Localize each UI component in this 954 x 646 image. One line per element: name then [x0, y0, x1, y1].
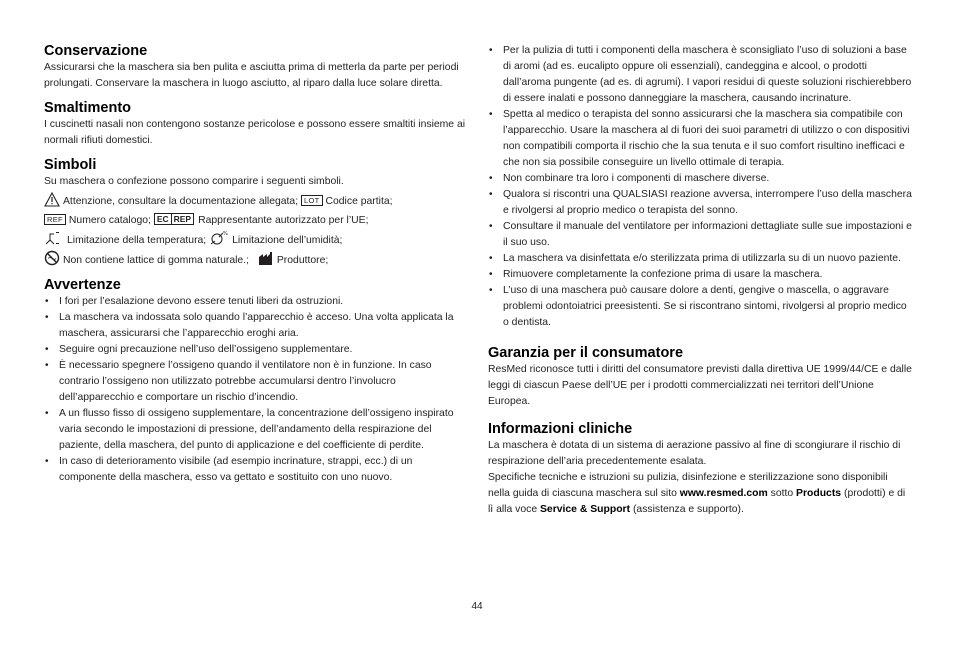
temperature-limit-icon: [44, 231, 64, 246]
ec-rep-icon: [154, 213, 194, 225]
list-item: • I fori per l’esalazione devono essere tenuti liberi da ostruzioni.: [44, 294, 466, 310]
text-span: sotto: [767, 488, 797, 499]
list-item: • In caso di deterioramento visibile (ad esempio incrinature, strappi, ecc.) di un componente della maschera, esso va gettato e sostituito con uno nuovo.: [44, 454, 466, 486]
text-informazioni-1: La maschera è dotata di un sistema di aerazione passivo al fine di scongiurare il rischio di respirazione dell’aria precedentemente esalata.: [488, 440, 901, 467]
products-label: Products: [796, 488, 842, 499]
symbol-temperature-label: Limitazione della temperatura;: [67, 235, 207, 246]
symbol-latex-label: Non contiene lattice di gomma naturale.;: [63, 255, 249, 266]
no-latex-icon: [44, 250, 60, 266]
symbol-lot-label: Codice partita;: [325, 196, 393, 207]
symbol-line-4: [44, 250, 466, 270]
list-item: • A un flusso fisso di ossigeno supplementare, la concentrazione dell’ossigeno inspirato varia secondo le impostazioni di pressione, dell’andamento della respirazione del paziente, della maschera, del punto di applicazione e del coefficiente di perdite.: [44, 406, 466, 454]
text-span: Specifiche tecniche e istruzioni su pulizia, disinfezione e sterilizzazione sono disponibili nella guida di ciascuna maschera sul sito: [488, 472, 888, 499]
avvertenze-list-continued: [488, 43, 912, 331]
symbol-line-3: [44, 230, 466, 250]
list-item: • La maschera va disinfettata e/o sterilizzata prima di utilizzarla su di un nuovo paziente.: [488, 251, 912, 267]
text-garanzia: ResMed riconosce tutti i diritti del consumatore previsti dalla direttiva UE 1999/44/CE e dalle leggi di ciascun Paese dell’UE per i prodotti commercializzati nei territori dell’Unione Europea.: [488, 364, 912, 407]
heading-avvertenze: Avvertenze: [44, 277, 121, 293]
heading-garanzia: Garanzia per il consumatore: [488, 345, 684, 361]
heading-smaltimento: Smaltimento: [44, 100, 132, 116]
symbol-manufacturer-label: Produttore;: [276, 255, 329, 266]
heading-simboli: Simboli: [44, 157, 97, 173]
svg-text:%: %: [223, 231, 228, 237]
right-column: [488, 43, 912, 525]
list-item: • L’uso di una maschera può causare dolore a denti, gengive o mascella, o aggravare problemi odontoiatrici preesistenti. Se si riscontrano sintomi, rivolgersi al proprio medico o dentista.: [488, 283, 912, 331]
text-informazioni-2: [488, 470, 912, 518]
text-span: (assistenza e supporto).: [630, 504, 744, 515]
avvertenze-list: [44, 294, 466, 486]
ec-box: EC: [155, 214, 172, 224]
list-item: • Consultare il manuale del ventilatore per informazioni dettagliate sulle sue impostazioni e il suo uso.: [488, 219, 912, 251]
list-item: • Qualora si riscontri una QUALSIASI reazione avversa, interrompere l’uso della maschera e rivolgersi al proprio medico o terapista del sonno.: [488, 187, 912, 219]
symbol-ecrep-label: Rappresentante autorizzato per l’UE;: [198, 215, 369, 226]
text-simboli-intro: Su maschera o confezione possono comparire i seguenti simboli.: [44, 176, 344, 187]
symbol-ref-label: Numero catalogo;: [68, 215, 151, 226]
page-number: 44: [471, 601, 483, 612]
service-support-label: Service & Support: [539, 504, 631, 515]
text-span: (prodotti) e di lì alla voce: [488, 488, 906, 515]
section-conservazione: [44, 42, 466, 92]
humidity-limit-icon: [209, 230, 229, 246]
list-item: • Per la pulizia di tutti i componenti della maschera è sconsigliato l’uso di soluzioni a base di aromi (ad es. eucalipto oppure oli essenziali), candeggina e alcool, o prodotti dall’aroma pungente (ad es. di agrumi). I vapori residui di queste soluzioni rischierebbero di essere inalati e possono danneggiare la maschera, causando incrinature.: [488, 43, 912, 107]
text-conservazione: Assicurarsi che la maschera sia ben pulita e asciutta prima di metterla da parte per periodi prolungati. Conservare la maschera in luogo asciutto, al riparo dalla luce solare diretta.: [44, 62, 459, 89]
section-avvertenze: [44, 276, 466, 486]
resmed-url-link[interactable]: www.resmed.com: [679, 488, 768, 499]
list-item: • È necessario spegnere l’ossigeno quando il ventilatore non è in funzione. In caso contrario l’ossigeno non utilizzato potrebbe accumularsi dentro l’involucro dell’apparecchio e comportare un rischio d’incendio.: [44, 358, 466, 406]
list-item: • La maschera va indossata solo quando l’apparecchio è acceso. Una volta applicata la maschera, assicurarsi che l’apparecchio eroghi aria.: [44, 310, 466, 342]
symbol-line-1: [44, 192, 466, 211]
ref-box-icon: REF: [44, 214, 66, 225]
list-item: • Non combinare tra loro i componenti di maschere diverse.: [488, 171, 912, 187]
list-item: • Rimuovere completamente la confezione prima di usare la maschera.: [488, 267, 912, 283]
section-simboli: [44, 156, 466, 270]
section-smaltimento: [44, 99, 466, 149]
symbol-line-2: [44, 211, 466, 230]
rep-box: REP: [173, 214, 192, 224]
symbol-humidity-label: Limitazione dell’umidità;: [232, 235, 343, 246]
warning-triangle-icon: [44, 192, 60, 207]
section-garanzia: [488, 344, 912, 410]
lot-box-icon: LOT: [301, 195, 323, 206]
section-informazioni-cliniche: [488, 420, 912, 518]
symbol-attention-label: Attenzione, consultare la documentazione allegata;: [63, 196, 299, 207]
heading-conservazione: Conservazione: [44, 43, 148, 59]
list-item: • Spetta al medico o terapista del sonno assicurarsi che la maschera sia compatibile con l’apparecchio. Usare la maschera al di fuori dei suoi parametri di utilizzo o con dispositivi non compatibili comporta il rischio che la sua tenuta e il suo comfort risultino inefficaci e che non sia possibile conseguire un livello ottimale di terapia.: [488, 107, 912, 171]
text-smaltimento: I cuscinetti nasali non contengono sostanze pericolose e possono essere smaltiti insieme ai normali rifiuti domestici.: [44, 119, 466, 146]
list-item: • Seguire ogni precauzione nell’uso dell’ossigeno supplementare.: [44, 342, 466, 358]
heading-informazioni-cliniche: Informazioni cliniche: [488, 421, 633, 437]
manufacturer-factory-icon: [258, 251, 274, 266]
left-column: [44, 42, 466, 493]
